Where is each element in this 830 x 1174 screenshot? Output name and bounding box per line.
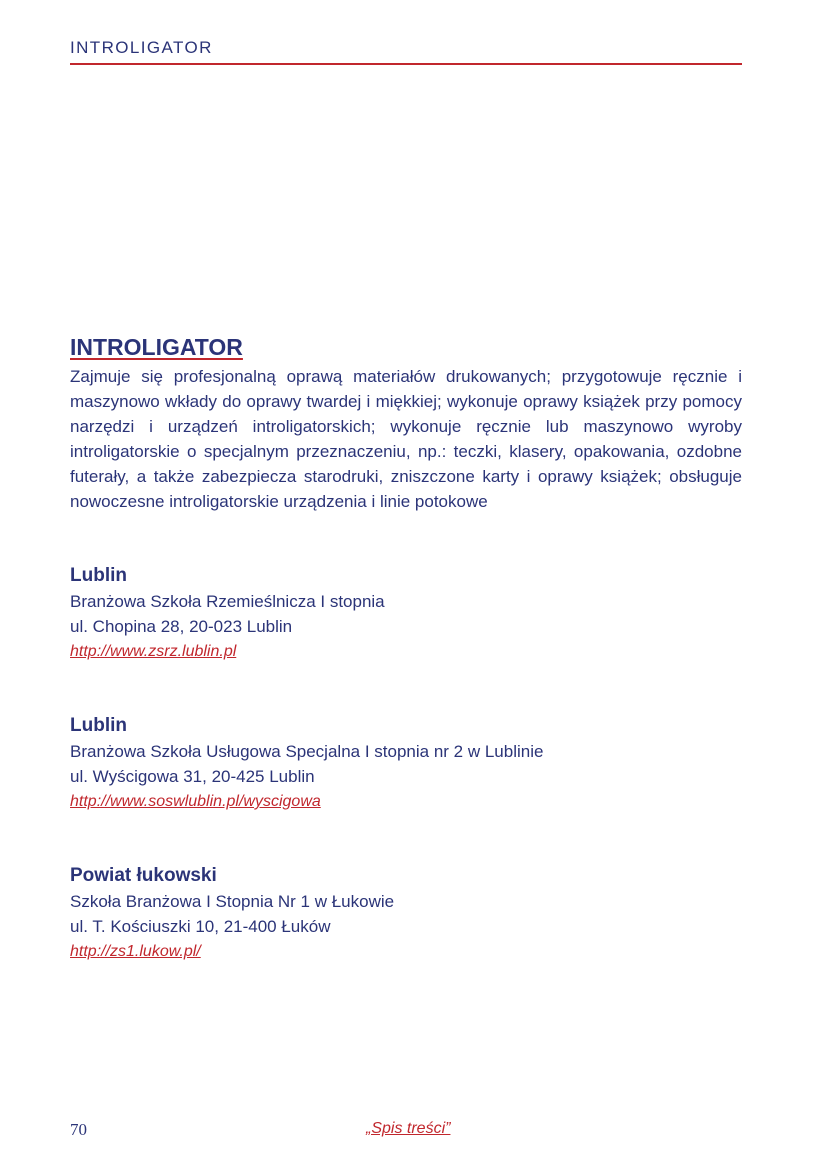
running-header: INTROLIGATOR <box>70 38 213 57</box>
school-website-link[interactable]: http://zs1.lukow.pl/ <box>70 943 201 960</box>
school-entry <box>70 563 742 713</box>
school-entry <box>70 713 742 863</box>
school-website-link[interactable]: http://www.zsrz.lublin.pl <box>70 643 237 660</box>
school-region: Powiat łukowski <box>70 865 217 886</box>
school-list <box>70 563 742 1013</box>
school-address: ul. Wyścigowa 31, 20-425 Lublin <box>70 767 315 786</box>
school-address: ul. T. Kościuszki 10, 21-400 Łuków <box>70 917 331 936</box>
school-region: Lublin <box>70 715 127 736</box>
page-number: 70 <box>70 1120 87 1139</box>
school-name: Branżowa Szkoła Usługowa Specjalna I stopnia nr 2 w Lublinie <box>70 742 544 761</box>
table-of-contents-link[interactable]: „Spis treści” <box>366 1120 451 1137</box>
school-region: Lublin <box>70 565 127 586</box>
header-divider <box>70 63 742 65</box>
profession-title: INTROLIGATOR <box>70 334 243 360</box>
school-address: ul. Chopina 28, 20-023 Lublin <box>70 617 293 636</box>
school-name: Branżowa Szkoła Rzemieślnicza I stopnia <box>70 592 385 611</box>
school-name: Szkoła Branżowa I Stopnia Nr 1 w Łukowie <box>70 892 395 911</box>
profession-description: Zajmuje się profesjonalną oprawą materiałów drukowanych; przygotowuje ręcznie i maszynowo wkłady do oprawy twardej i miękkiej; wykonuje oprawy książek przy pomocy narzędzi i urządzeń introligatorskich; wykonuje ręcznie lub maszynowo wyroby introligatorskie o specjalnym przeznaczeniu, np.: teczki, klasery, opakowania, ozdobne futerały, a także zabezpiecza starodruki, zniszczone karty i oprawy książek; obsługuje nowoczesne introligatorskie urządzenia i linie potokowe <box>70 367 742 511</box>
school-entry <box>70 863 742 1013</box>
school-website-link[interactable]: http://www.soswlublin.pl/wyscigowa <box>70 793 321 810</box>
